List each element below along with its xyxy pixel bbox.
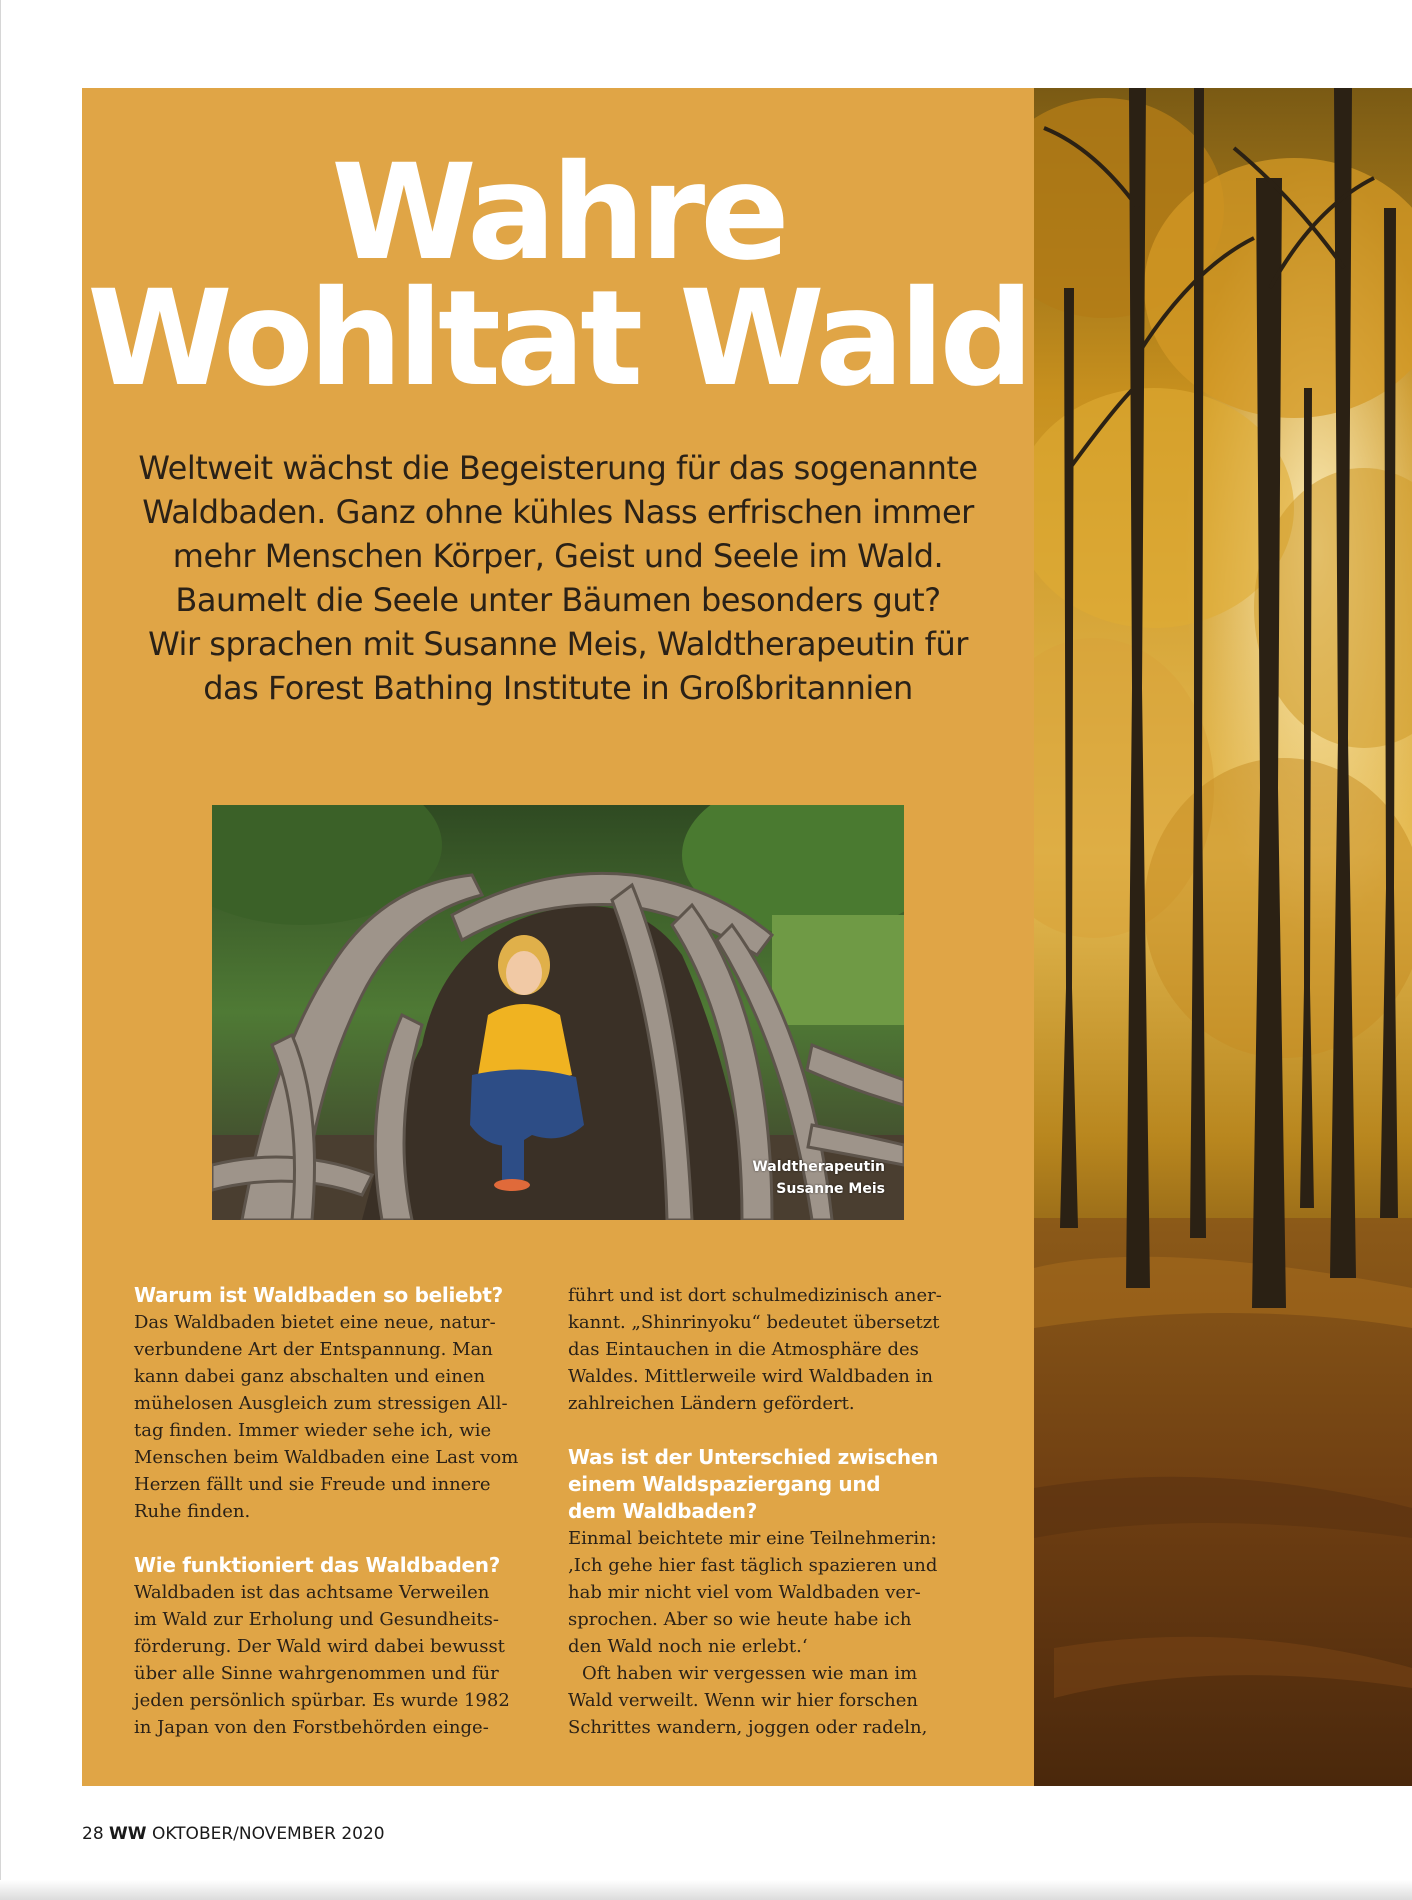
page-edge [0, 0, 1, 1900]
text-line: in Japan von den Forstbehörden einge- [134, 1717, 489, 1738]
question-heading [568, 1444, 968, 1525]
text-line: ‚Ich gehe hier fast täglich spazieren und [568, 1555, 938, 1576]
text-line: zahlreichen Ländern gefördert. [568, 1393, 855, 1414]
text-line: hab mir nicht viel vom Waldbaden ver- [568, 1582, 921, 1603]
text-line: Waldes. Mittlerweile wird Waldbaden in [568, 1366, 933, 1387]
text-line: den Wald noch nie erlebt.‘ [568, 1636, 808, 1657]
intro-line: Weltweit wächst die Begeisterung für das sogenannte [138, 449, 978, 487]
text-line: Wald verweilt. Wenn wir hier forschen [568, 1690, 919, 1711]
article-column-right [568, 1282, 968, 1741]
text-line: Menschen beim Waldbaden eine Last vom [134, 1447, 519, 1468]
intro-lead [130, 446, 986, 710]
text-line: Das Waldbaden bietet eine neue, natur- [134, 1312, 496, 1333]
text-line: kannt. „Shinrinyoku“ bedeutet übersetzt [568, 1312, 940, 1333]
text-line: mühelosen Ausgleich zum stressigen All- [134, 1393, 508, 1414]
text-line: über alle Sinne wahrgenommen und für [134, 1663, 499, 1684]
question-heading: Warum ist Waldbaden so beliebt? [134, 1283, 503, 1307]
text-line: Schrittes wandern, joggen oder radeln, [568, 1717, 928, 1738]
caption-line-2: Susanne Meis [776, 1181, 885, 1197]
caption-line-1: Waldtherapeutin [752, 1159, 885, 1175]
photo-caption [752, 1156, 885, 1200]
answer-paragraph [568, 1660, 968, 1741]
autumn-forest-photo [1034, 88, 1412, 1786]
text-line: tag finden. Immer wieder sehe ich, wie [134, 1420, 492, 1441]
intro-line: Waldbaden. Ganz ohne kühles Nass erfrischen immer [142, 493, 974, 531]
intro-line: Wir sprachen mit Susanne Meis, Waldtherapeutin für [148, 625, 968, 663]
magazine-name: WW [109, 1824, 147, 1844]
answer-paragraph [134, 1579, 534, 1741]
text-line: Waldbaden ist das achtsame Verweilen [134, 1582, 490, 1603]
answer-paragraph [568, 1525, 968, 1660]
page-footer [82, 1823, 385, 1845]
text-line: verbundene Art der Entspannung. Man [134, 1339, 493, 1360]
article-column-left [134, 1282, 534, 1741]
heading-line: Was ist der Unterschied zwischen [568, 1445, 939, 1469]
answer-paragraph [134, 1309, 534, 1525]
article-headline [82, 136, 1034, 416]
text-line: das Eintauchen in die Atmosphäre des [568, 1339, 919, 1360]
issue-date: OKTOBER/NOVEMBER 2020 [151, 1824, 385, 1844]
text-line: führt und ist dort schulmedizinisch aner- [568, 1285, 942, 1306]
text-line: kann dabei ganz abschalten und einen [134, 1366, 486, 1387]
continued-paragraph [568, 1282, 968, 1417]
text-line: jeden persönlich spürbar. Es wurde 1982 [134, 1690, 510, 1711]
text-line: Einmal beichtete mir eine Teilnehmerin: [568, 1528, 937, 1549]
text-line: sprochen. Aber so wie heute habe ich [568, 1609, 912, 1630]
therapist-portrait-photo [212, 805, 904, 1220]
page-bottom-shadow [0, 1880, 1412, 1900]
intro-line: das Forest Bathing Institute in Großbritannien [203, 669, 913, 707]
text-line: förderung. Der Wald wird dabei bewusst [134, 1636, 505, 1657]
text-line: Oft haben wir vergessen wie man im [582, 1663, 918, 1684]
intro-line: Baumelt die Seele unter Bäumen besonders gut? [175, 581, 941, 619]
headline-line-1: Wahre [331, 136, 785, 290]
headline-line-2: Wohltat Wald [87, 262, 1029, 416]
text-line: Herzen fällt und sie Freude und innere [134, 1474, 491, 1495]
heading-line: einem Waldspaziergang und [568, 1472, 881, 1496]
page-number: 28 [82, 1824, 104, 1844]
text-line: Ruhe finden. [134, 1501, 251, 1522]
heading-line: dem Waldbaden? [568, 1499, 758, 1523]
intro-line: mehr Menschen Körper, Geist und Seele im Wald. [172, 537, 944, 575]
question-heading: Wie funktioniert das Waldbaden? [134, 1553, 501, 1577]
text-line: im Wald zur Erholung und Gesundheits- [134, 1609, 499, 1630]
